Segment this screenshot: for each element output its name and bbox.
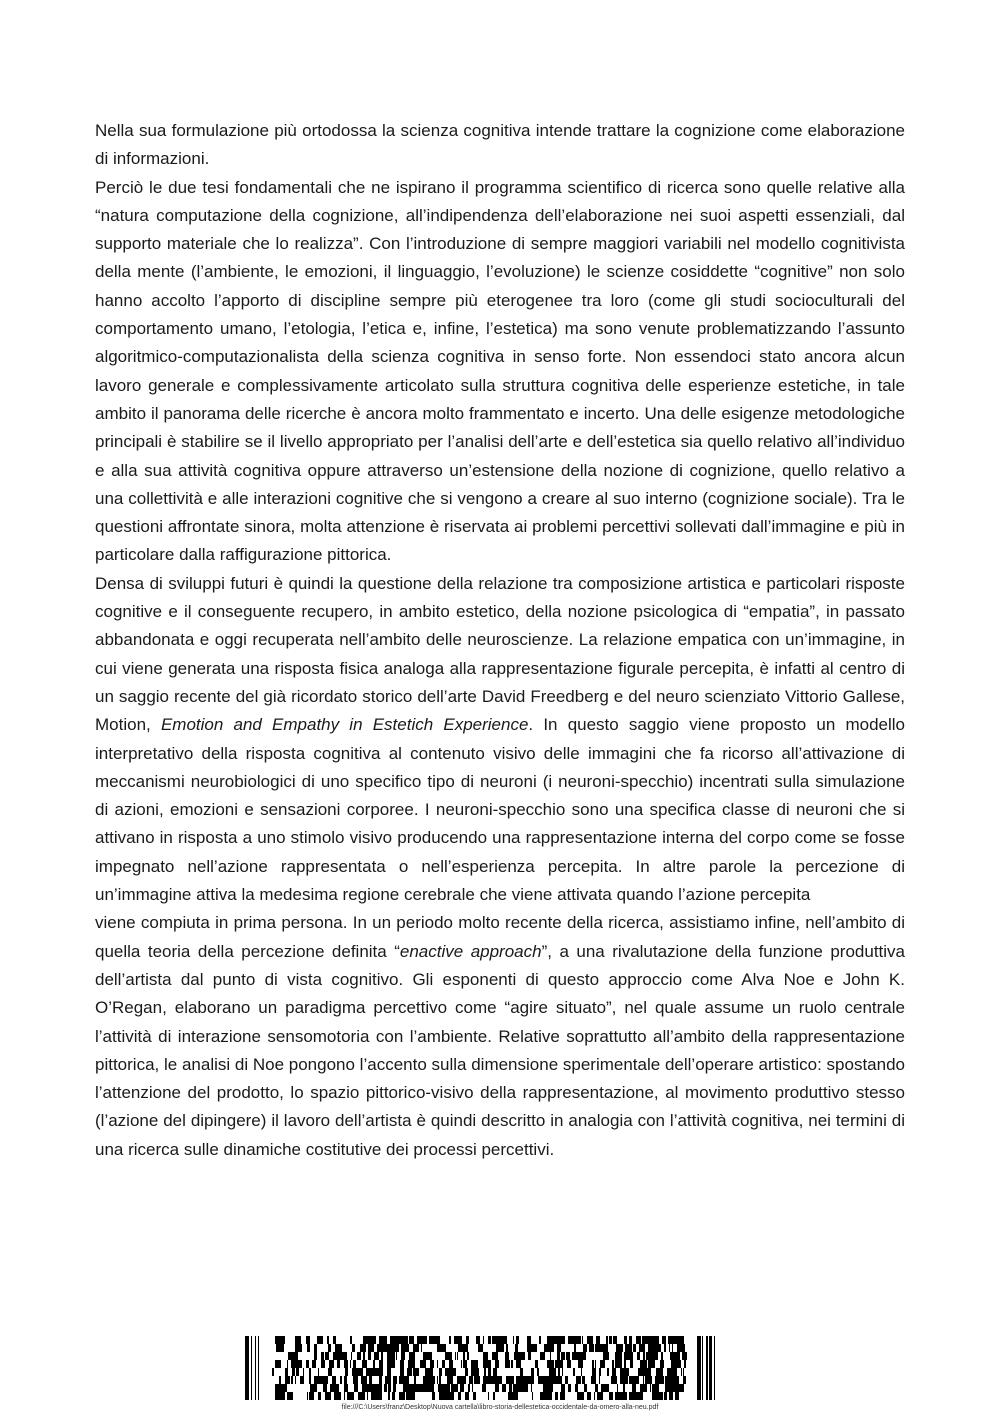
paragraph-4 — [95, 909, 905, 1164]
barcode-image — [245, 1336, 741, 1400]
paragraph-3-part-1: Densa di sviluppi futuri è quindi la questione della relazione tra composizione artistica e particolari risposte cognitive e il conseguente recupero, in ambito estetico, della nozione psicologica di “empatia”, in passato abbandonata e oggi recuperata nell’ambito delle neuroscienze. La relazione empatica con un’immagine, in cui viene generata una risposta fisica analoga alla rappresentazione figurale percepita, è infatti al centro di un saggio recente del già ricordato storico dell’arte David Freedberg e del neuro scienziato Vittorio Gallese, Motion, — [95, 573, 905, 735]
paragraph-2: Perciò le due tesi fondamentali che ne ispirano il programma scientifico di ricerca sono quelle relative alla “natura computazione della cognizione, all’indipendenza dell’elaborazione nei suoi aspetti essenziali, dal supporto materiale che lo realizza”. Con l’introduzione di sempre maggiori variabili nel modello cognitivista della mente (l’ambiente, le emozioni, il linguaggio, l’evoluzione) le scienze cosiddette “cognitive” non solo hanno accolto l’apporto di discipline sempre più eterogenee tra loro (come gli studi socioculturali del comportamento umano, l’etologia, l’etica e, infine, l’estetica) ma sono venute problematizzando l’assunto algoritmico-computazionalista della scienza cognitiva in senso forte. Non essendoci stato ancora alcun lavoro generale e complessivamente articolato sulla struttura cognitiva delle esperienze estetiche, in tale ambito il panorama delle ricerche è ancora molto frammentato e incerto. Una delle esigenze metodologiche principali è stabilire se il livello appropriato per l’analisi dell’arte e dell’estetica sia quello relativo all’individuo e alla sua attività cognitiva oppure attraverso un’estensione della nozione di cognizione, quello relativo a una collettività e alle interazioni cognitive che si vengono a creare al suo interno (cognizione sociale). Tra le questioni affrontate sinora, molta attenzione è riservata ai problemi percettivi sollevati dall’immagine e più in particolare dalla raffigurazione pittorica. — [95, 177, 905, 565]
book-title-italic: Emotion and Empathy in Estetich Experience — [160, 715, 529, 735]
enactive-approach-italic: enactive approach — [399, 941, 542, 961]
paragraph-4-part-1: viene compiuta in prima persona. In un periodo molto recente della ricerca, assistiamo infine, nell’ambito di quella teoria della percezione definita “ — [95, 913, 905, 961]
body-text — [95, 117, 905, 1164]
paragraph-1: Nella sua formulazione più ortodossa la scienza cognitiva intende trattare la cognizione come elaborazione di informazioni. — [95, 121, 905, 169]
paragraph-4-part-2: ”, a una rivalutazione della funzione produttiva dell’artista dal punto di vista cognitivo. Gli esponenti di questo approccio come Alva Noe e John K. O’Regan, elaborano un paradigma percettivo come “agire situato”, nel quale assume un ruolo centrale l’attività di interazione sensomotoria con l’ambiente. Relative soprattutto all’ambito della rappresentazione pittorica, le analisi di Noe pongono l’accento sulla dimensione sperimentale dell’operare artistico: spostando l’attenzione del prodotto, lo spazio pittorico-visivo della rappresentazione, al movimento produttivo stesso (l’azione del dipingere) il lavoro dell’artista è quindi descritto in analogia con l’attività cognitiva, nei termini di una ricerca sulle dinamiche costitutive dei processi percettivi. — [95, 941, 905, 1159]
paragraph-3 — [95, 570, 905, 910]
paragraph-3-part-2: . In questo saggio viene proposto un modello interpretativo della risposta cognitiva al contenuto visivo delle immagini che fa ricorso all’attivazione di meccanismi neurobiologici di uno specifico tipo di neuroni (i neuroni-specchio) incentrati sulla simulazione di azioni, emozioni e sensazioni corporee. I neuroni-specchio sono una specifica classe di neuroni che si attivano in risposta a uno stimolo visivo producendo una rappresentazione interna del corpo come se fosse impegnato nell’azione rappresentata o nell’esperienza percepita. In altre parole la percezione di un’immagine attiva la medesima regione cerebrale che viene attivata quando l’azione percepita — [95, 715, 905, 905]
file-path-footer: file:///C:\Users\franz\Desktop\Nuova cartella\libro-storia-dellestetica-occidentale-da-omero-alla-neu.pdf — [341, 1404, 659, 1411]
